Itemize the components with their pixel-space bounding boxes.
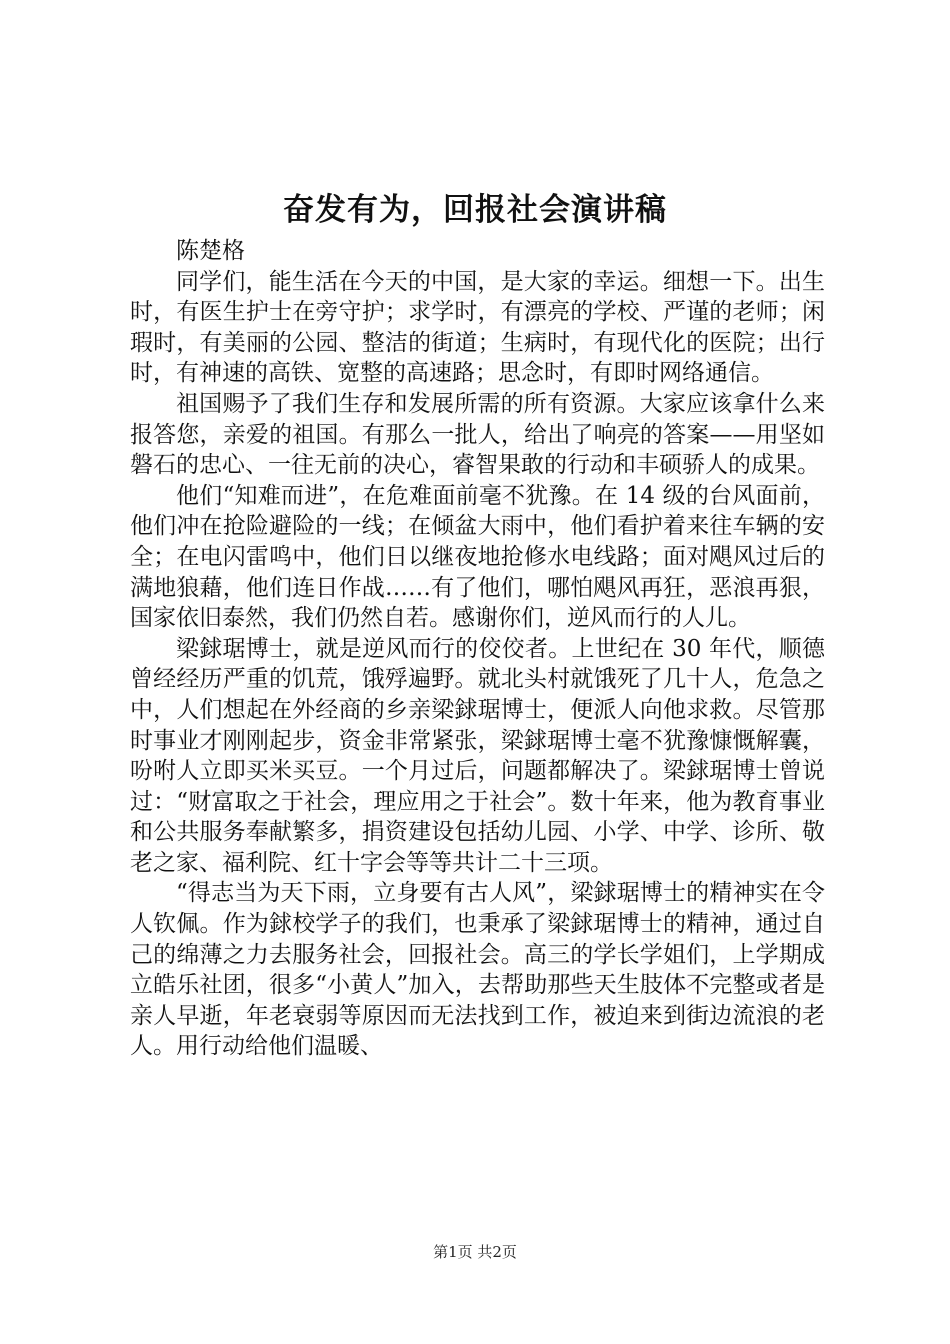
paragraph-3: 他们“知难而进”，在危难面前毫不犹豫。在 14 级的台风面前，他们冲在抢险避险的一线；在倾盆大雨中，他们看护着来往车辆的安全；在电闪雷鸣中，他们日以继夜地抢修水电线路；面对飓风过后的满地狼藉，他们连日作战……有了他们，哪怕飓风再狂，恶浪再狠，国家依旧泰然，我们仍然自若。感谢你们，逆风而行的人儿。 [130, 482, 825, 632]
paragraph-4: 梁銶琚博士，就是逆风而行的佼佼者。上世纪在 30 年代，顺德曾经经历严重的饥荒，饿殍遍野。就北头村就饿死了几十人，危急之中，人们想起在外经商的乡亲梁銶琚博士，便派人向他求救。尽管那时事业才刚刚起步，资金非常紧张，梁銶琚博士毫不犹豫慷慨解囊，吩咐人立即买米买豆。一个月过后，问题都解决了。梁銶琚博士曾说过：“财富取之于社会，理应用之于社会”。数十年来，他为教育事业和公共服务奉献繁多，捐资建设包括幼儿园、小学、中学、诊所、敬老之家、福利院、红十字会等等共计二十三项。 [130, 635, 825, 876]
paragraph-2: 祖国赐予了我们生存和发展所需的所有资源。大家应该拿什么来报答您，亲爱的祖国。有那么一批人，给出了响亮的答案——用坚如磐石的忠心、一往无前的决心，睿智果敢的行动和丰硕骄人的成果。 [130, 390, 825, 479]
paragraph-5: “得志当为天下雨，立身要有古人风”，梁銶琚博士的精神实在令人钦佩。作为銶校学子的我们，也秉承了梁銶琚博士的精神，通过自己的绵薄之力去服务社会，回报社会。高三的学长学姐们，上学期成立皓乐社团，很多“小黄人”加入，去帮助那些天生肢体不完整或者是亲人早逝，年老衰弱等原因而无法找到工作，被迫来到街边流浪的老人。用行动给他们温暖、 [130, 880, 825, 1060]
page-number-footer: 第1页 共2页 [433, 1243, 517, 1261]
paragraph-1: 同学们，能生活在今天的中国，是大家的幸运。细想一下。出生时，有医生护士在旁守护；求学时，有漂亮的学校、严谨的老师；闲瑕时，有美丽的公园、整洁的街道；生病时，有现代化的医院；出行时，有神速的高铁、宽整的高速路；思念时，有即时网络通信。 [130, 268, 825, 387]
author-name: 陈楚格 [176, 238, 245, 264]
document-body [130, 236, 825, 1062]
document-title: 奋发有为，回报社会演讲稿 [283, 192, 667, 228]
